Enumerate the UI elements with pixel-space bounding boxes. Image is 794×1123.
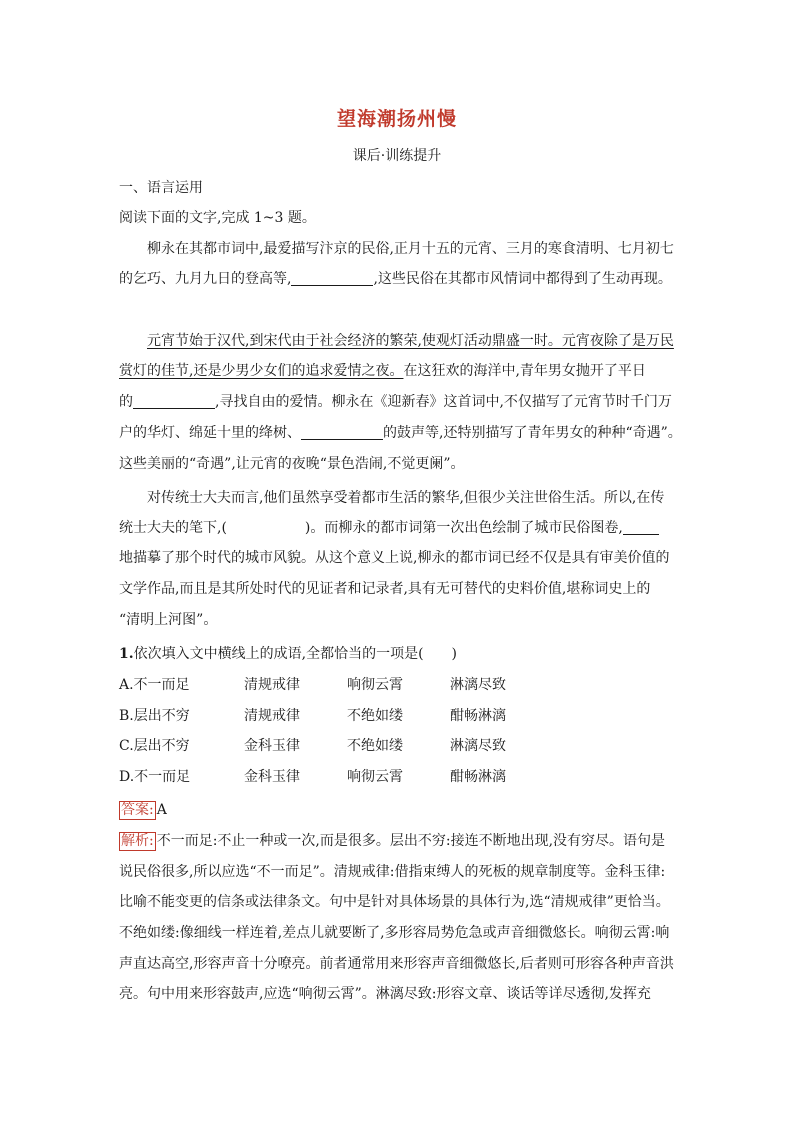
option-word: 金科玉律 xyxy=(244,738,300,754)
paragraph-3-line-3: 地描摹了那个时代的城市风貌。从这个意义上说,柳永的都市词已经不仅是具有审美价值的 xyxy=(119,550,670,566)
answer-value: A xyxy=(156,802,167,818)
option-word: 响彻云霄 xyxy=(347,677,403,693)
text-segment: )。而柳永的都市词第一次出色绘制了城市民俗图卷, xyxy=(304,520,623,536)
text-segment: 统士大夫的笔下,( xyxy=(119,520,227,536)
text-segment: 的 xyxy=(119,394,133,410)
paragraph-2-line-2 xyxy=(119,361,689,381)
paragraph-3-line-1: 对传统士大夫而言,他们虽然享受着都市生活的繁华,但很少关注世俗生活。所以,在传 xyxy=(147,490,665,506)
option-label: B.层出不穷 xyxy=(119,708,190,724)
option-label: A.不一而足 xyxy=(119,677,190,693)
option-word: 淋漓尽致 xyxy=(450,677,506,693)
option-word: 清规戒律 xyxy=(244,708,300,724)
paragraph-1-line-2 xyxy=(119,269,689,289)
analysis-line-4: 不绝如缕:像细线一样连着,差点儿就要断了,多形容局势危急或声音细微悠长。响彻云霄:响 xyxy=(119,925,670,941)
option-label: C.层出不穷 xyxy=(119,738,190,754)
option-word: 酣畅淋漓 xyxy=(450,769,506,785)
text-segment: ,这些民俗在其都市风情词中都得到了生动再现。 xyxy=(373,271,672,287)
text-segment: 户的华灯、绵延十里的绛树、 xyxy=(119,425,301,441)
fill-blank xyxy=(133,394,215,409)
text-segment: 的乞巧、九月九日的登高等, xyxy=(119,271,292,287)
text-segment: 在这狂欢的海洋中,青年男女抛开了平日 xyxy=(403,363,646,379)
reading-instruction: 阅读下面的文字,完成 1~3 题。 xyxy=(119,210,316,226)
text-segment: ,寻找自由的爱情。柳永在《迎新春》这首词中,不仅描写了元宵节时千门万 xyxy=(215,394,672,410)
option-word: 不绝如缕 xyxy=(347,738,403,754)
analysis-line-1 xyxy=(119,831,689,851)
analysis-line-6: 亮。句中用来形容鼓声,应选“响彻云霄”。淋漓尽致:形容文章、谈话等详尽透彻,发挥充 xyxy=(119,986,651,1002)
paragraph-2-line-1 xyxy=(147,331,689,351)
fill-blank xyxy=(623,520,659,535)
paragraph-3-line-2 xyxy=(119,518,689,538)
option-word: 不绝如缕 xyxy=(347,708,403,724)
paragraph-1-line-1: 柳永在其都市词中,最爱描写汴京的民俗,正月十五的元宵、三月的寒食清明、七月初七 xyxy=(147,241,674,257)
analysis-line-3: 比喻不能变更的信条或法律条文。句中是针对具体场景的具体行为,选“清规戒律”更恰当。 xyxy=(119,894,670,910)
text-segment: 不一而足:不止一种或一次,而是很多。层出不穷:接连不断地出现,没有穷尽。语句是 xyxy=(156,833,666,849)
option-word: 响彻云霄 xyxy=(347,769,403,785)
answer-tag: 答案: xyxy=(121,802,154,818)
underlined-sentence: 赏灯的佳节,还是少男少女们的追求爱情之夜。 xyxy=(119,363,404,379)
paragraph-2-line-4 xyxy=(119,423,689,443)
option-label: D.不一而足 xyxy=(119,769,191,785)
answer-line xyxy=(119,800,689,820)
analysis-line-5: 声直达高空,形容声音十分嘹亮。前者通常用来形容声音细微悠长,后者则可形容各种声音洪 xyxy=(119,956,674,972)
fill-blank xyxy=(291,271,373,286)
paragraph-3-line-4: 文学作品,而且是其所处时代的见证者和记录者,具有无可替代的史料价值,堪称词史上的 xyxy=(119,581,651,597)
section-heading: 一、语言运用 xyxy=(119,180,203,196)
fill-blank xyxy=(301,425,383,440)
option-word: 清规戒律 xyxy=(244,677,300,693)
page-title: 望海潮扬州慢 xyxy=(336,108,457,130)
page-subtitle: 课后·训练提升 xyxy=(352,148,442,164)
paragraph-2-line-3 xyxy=(119,392,689,412)
paragraph-3-line-5: “清明上河图”。 xyxy=(119,612,218,628)
paragraph-2-line-5: 这些美丽的“奇遇”,让元宵的夜晚“景色浩闹,不觉更阑”。 xyxy=(119,456,465,472)
option-word: 酣畅淋漓 xyxy=(450,708,506,724)
question-text: 依次填入文中横线上的成语,全都恰当的一项是( ) xyxy=(133,646,457,662)
option-word: 金科玉律 xyxy=(244,769,300,785)
analysis-line-2: 说民俗很多,所以应选“不一而足”。清规戒律:借指束缚人的死板的规章制度等。金科玉律: xyxy=(119,864,666,880)
question-number: 1. xyxy=(119,646,134,662)
option-word: 淋漓尽致 xyxy=(450,738,506,754)
analysis-tag: 解析: xyxy=(121,833,154,849)
underlined-sentence: 元宵节始于汉代,到宋代由于社会经济的繁荣,使观灯活动鼎盛一时。元宵夜除了是万民 xyxy=(147,333,674,349)
question-1 xyxy=(119,644,689,664)
text-segment: 的鼓声等,还特别描写了青年男女的种种“奇遇”。 xyxy=(383,425,682,441)
